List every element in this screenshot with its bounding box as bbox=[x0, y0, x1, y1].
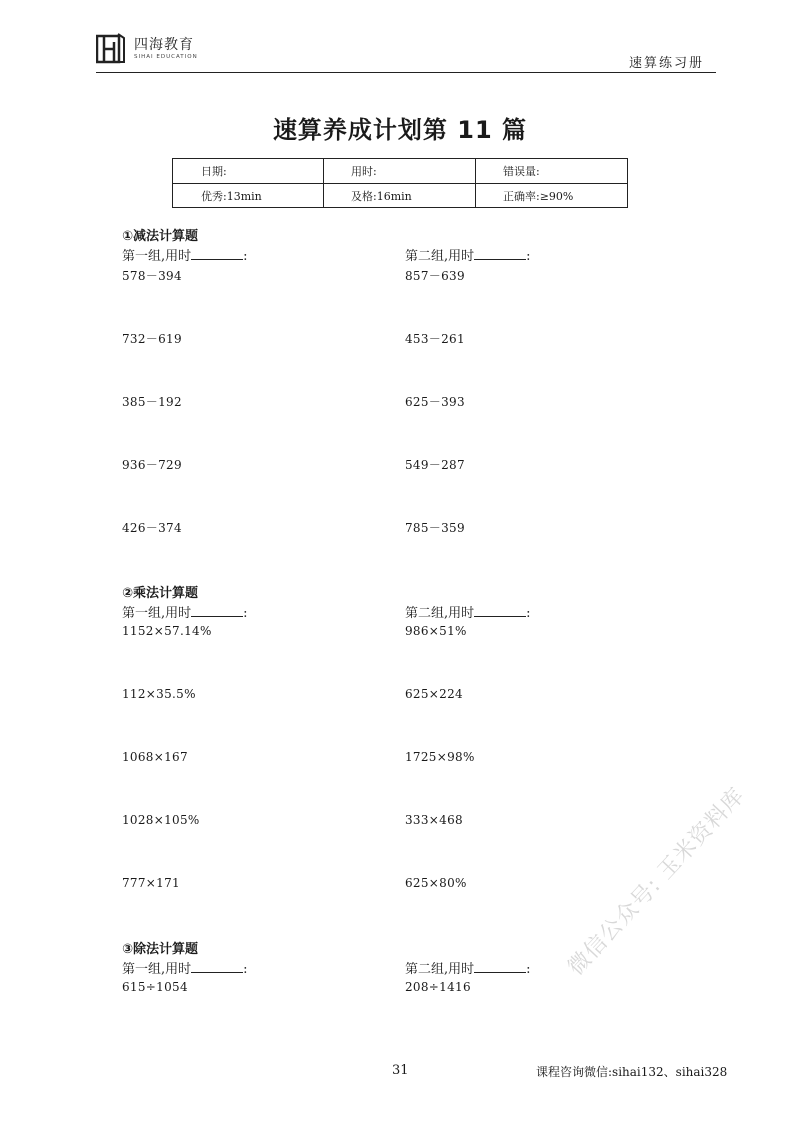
logo-chinese-text: 四海教育 bbox=[134, 37, 194, 53]
time-blank[interactable] bbox=[474, 247, 526, 260]
time-used-field[interactable]: 用时: bbox=[351, 165, 377, 178]
accuracy-standard: 正确率:≥90% bbox=[503, 190, 574, 203]
problem: 112×35.5% bbox=[122, 687, 196, 701]
problem: 986×51% bbox=[405, 624, 467, 638]
group-label bbox=[122, 602, 248, 621]
group-label-text: 第二组,用时 bbox=[405, 606, 475, 621]
problem: 1152×57.14% bbox=[122, 624, 212, 638]
group-label-text: 第一组,用时 bbox=[122, 962, 192, 977]
problem: 936－729 bbox=[122, 458, 182, 472]
problem: 208÷1416 bbox=[405, 980, 471, 994]
logo-english-text: SIHAI EDUCATION bbox=[134, 54, 198, 60]
colon: : bbox=[526, 962, 531, 977]
excellent-standard: 优秀:13min bbox=[201, 190, 262, 203]
problem: 732－619 bbox=[122, 332, 182, 346]
colon: : bbox=[243, 606, 248, 621]
problem: 625－393 bbox=[405, 395, 465, 409]
time-blank[interactable] bbox=[191, 604, 243, 617]
problem: 857－639 bbox=[405, 269, 465, 283]
section-title-multiplication: ②乘法计算题 bbox=[122, 586, 199, 601]
group-label bbox=[405, 602, 531, 621]
problem: 1068×167 bbox=[122, 750, 188, 764]
info-table bbox=[172, 158, 628, 208]
page-number: 31 bbox=[392, 1063, 409, 1078]
problem: 385－192 bbox=[122, 395, 182, 409]
sihai-logo-icon bbox=[96, 32, 126, 66]
page-title: 速算养成计划第 11 篇 bbox=[272, 116, 528, 144]
problem: 777×171 bbox=[122, 876, 180, 890]
header-divider bbox=[96, 72, 716, 73]
time-blank[interactable] bbox=[474, 604, 526, 617]
colon: : bbox=[243, 962, 248, 977]
error-count-field[interactable]: 错误量: bbox=[503, 165, 540, 178]
time-blank[interactable] bbox=[191, 247, 243, 260]
colon: : bbox=[243, 249, 248, 264]
group-label bbox=[122, 245, 248, 264]
problem: 615÷1054 bbox=[122, 980, 188, 994]
watermark: 微信公众号: 玉米资料库 bbox=[563, 783, 750, 981]
problem: 625×80% bbox=[405, 876, 467, 890]
header-book-title: 速算练习册 bbox=[628, 56, 704, 71]
colon: : bbox=[526, 606, 531, 621]
problem: 333×468 bbox=[405, 813, 463, 827]
problem: 426－374 bbox=[122, 521, 182, 535]
group-label bbox=[405, 245, 531, 264]
problem: 1725×98% bbox=[405, 750, 475, 764]
problem: 625×224 bbox=[405, 687, 463, 701]
pass-standard: 及格:16min bbox=[351, 190, 412, 203]
problem: 578－394 bbox=[122, 269, 182, 283]
section-title-division: ③除法计算题 bbox=[122, 942, 199, 957]
problem: 785－359 bbox=[405, 521, 465, 535]
time-blank[interactable] bbox=[191, 960, 243, 973]
group-label-text: 第一组,用时 bbox=[122, 606, 192, 621]
contact-info: 课程咨询微信:sihai132、sihai328 bbox=[536, 1065, 728, 1079]
group-label bbox=[405, 958, 531, 977]
group-label-text: 第二组,用时 bbox=[405, 962, 475, 977]
group-label bbox=[122, 958, 248, 977]
colon: : bbox=[526, 249, 531, 264]
group-label-text: 第二组,用时 bbox=[405, 249, 475, 264]
problem: 1028×105% bbox=[122, 813, 200, 827]
group-label-text: 第一组,用时 bbox=[122, 249, 192, 264]
date-field[interactable]: 日期: bbox=[201, 165, 227, 178]
problem: 453－261 bbox=[405, 332, 465, 346]
time-blank[interactable] bbox=[474, 960, 526, 973]
section-title-subtraction: ①减法计算题 bbox=[122, 229, 199, 244]
problem: 549－287 bbox=[405, 458, 465, 472]
brand-logo bbox=[96, 32, 246, 68]
